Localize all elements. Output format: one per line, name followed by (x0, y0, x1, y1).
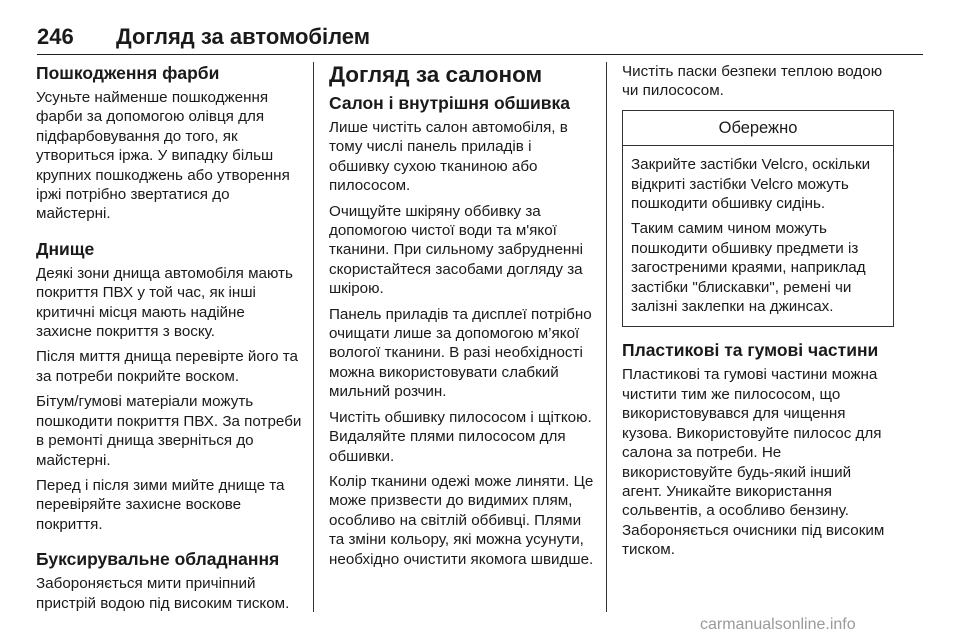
page-header (37, 24, 923, 55)
paragraph: Колір тканини одежі може линяти. Це може призвести до видимих плям, особливо на світлій оббивці. Плями та зміни кольору, які можна усунути, необхідно очистити якомога швидше. (329, 472, 594, 568)
column-right (622, 62, 894, 566)
column-left (36, 62, 302, 619)
paragraph: Усуньте найменше пошкодження фарби за допомогою олівця для підфарбовування до того, як утвориться іржа. У випадку більш крупних пошкоджень або утворення іржі потрібно звертатися до майстерні. (36, 89, 290, 223)
paragraph: Пластикові та гумові частини можна чистити тим же пилососом, що використовувався для чищення кузова. Використовуйте пилосос для салона за потреби. Не використовуйте будь-який інший агент. Уникайте використання сольвентів, а особливо бензину. Забороняється очисники під високим тиском. (622, 366, 885, 559)
caution-box (622, 110, 894, 328)
paragraph: Закрийте застібки Velcro, оскільки відкриті застібки Velcro можуть пошкодити обшивку сидінь. (631, 156, 871, 213)
paragraph: Після миття днища перевірте його та за потреби покрийте воском. (36, 348, 298, 385)
paragraph: Чистіть паски безпеки теплою водою чи пилососом. (622, 63, 883, 100)
heading-underbody: Днище (36, 238, 95, 259)
paragraph: Таким самим чином можуть пошкодити обшивку предмети із загостреними краями, наприклад застібки "блискавки", ремені чи залізні заклепки на джинсах. (631, 220, 866, 316)
heading-towing: Буксирувальне обладнання (36, 549, 280, 570)
heading-interior: Салон і внутрішня обшивка (329, 93, 571, 113)
paragraph: Деякі зони днища автомобіля мають покриття ПВХ у той час, як інші критичні місця мають надійне захисне покриття з воску. (36, 264, 293, 341)
heading-paint-damage: Пошкодження фарби (36, 63, 220, 83)
caution-title: Обережно (623, 111, 893, 146)
page-number: 246 (37, 24, 74, 49)
watermark: carmanualsonline.info (700, 616, 856, 633)
paragraph: Очищуйте шкіряну оббивку за допомогою чистої води та м'якої тканини. При сильному забрудненні скористайтеся засобами догляду за шкірою. (329, 202, 584, 298)
paragraph: Лише чистіть салон автомобіля, в тому числі панель приладів і обшивку сухою тканиною або пилососом. (329, 119, 568, 195)
column-divider-left (313, 62, 314, 612)
paragraph: Панель приладів та дисплеї потрібно очищати лише за допомогою м’якої вологої тканини. В разі необхідності можна використовувати слабкий мильний розчин. (329, 305, 592, 401)
running-title: Догляд за автомобілем (116, 24, 371, 49)
heading-plastic-rubber: Пластикові та гумові частини (622, 340, 879, 361)
paragraph: Чистіть обшивку пилососом і щіткою. Видаляйте плями пилососом для обшивки. (329, 408, 592, 465)
column-middle (329, 62, 595, 575)
paragraph: Бітум/гумові матеріали можуть пошкодити покриття ПВХ. За потреби в ремонті днища зверніться до майстерні. (36, 393, 302, 469)
chapter-title: Догляд за салоном (329, 62, 543, 87)
column-divider-right (606, 62, 607, 612)
paragraph: Забороняється мити причіпний пристрій водою під високим тиском. (36, 575, 290, 612)
caution-body (623, 146, 893, 326)
paragraph: Перед і після зими мийте днище та перевіряйте захисне воскове покриття. (36, 476, 285, 533)
